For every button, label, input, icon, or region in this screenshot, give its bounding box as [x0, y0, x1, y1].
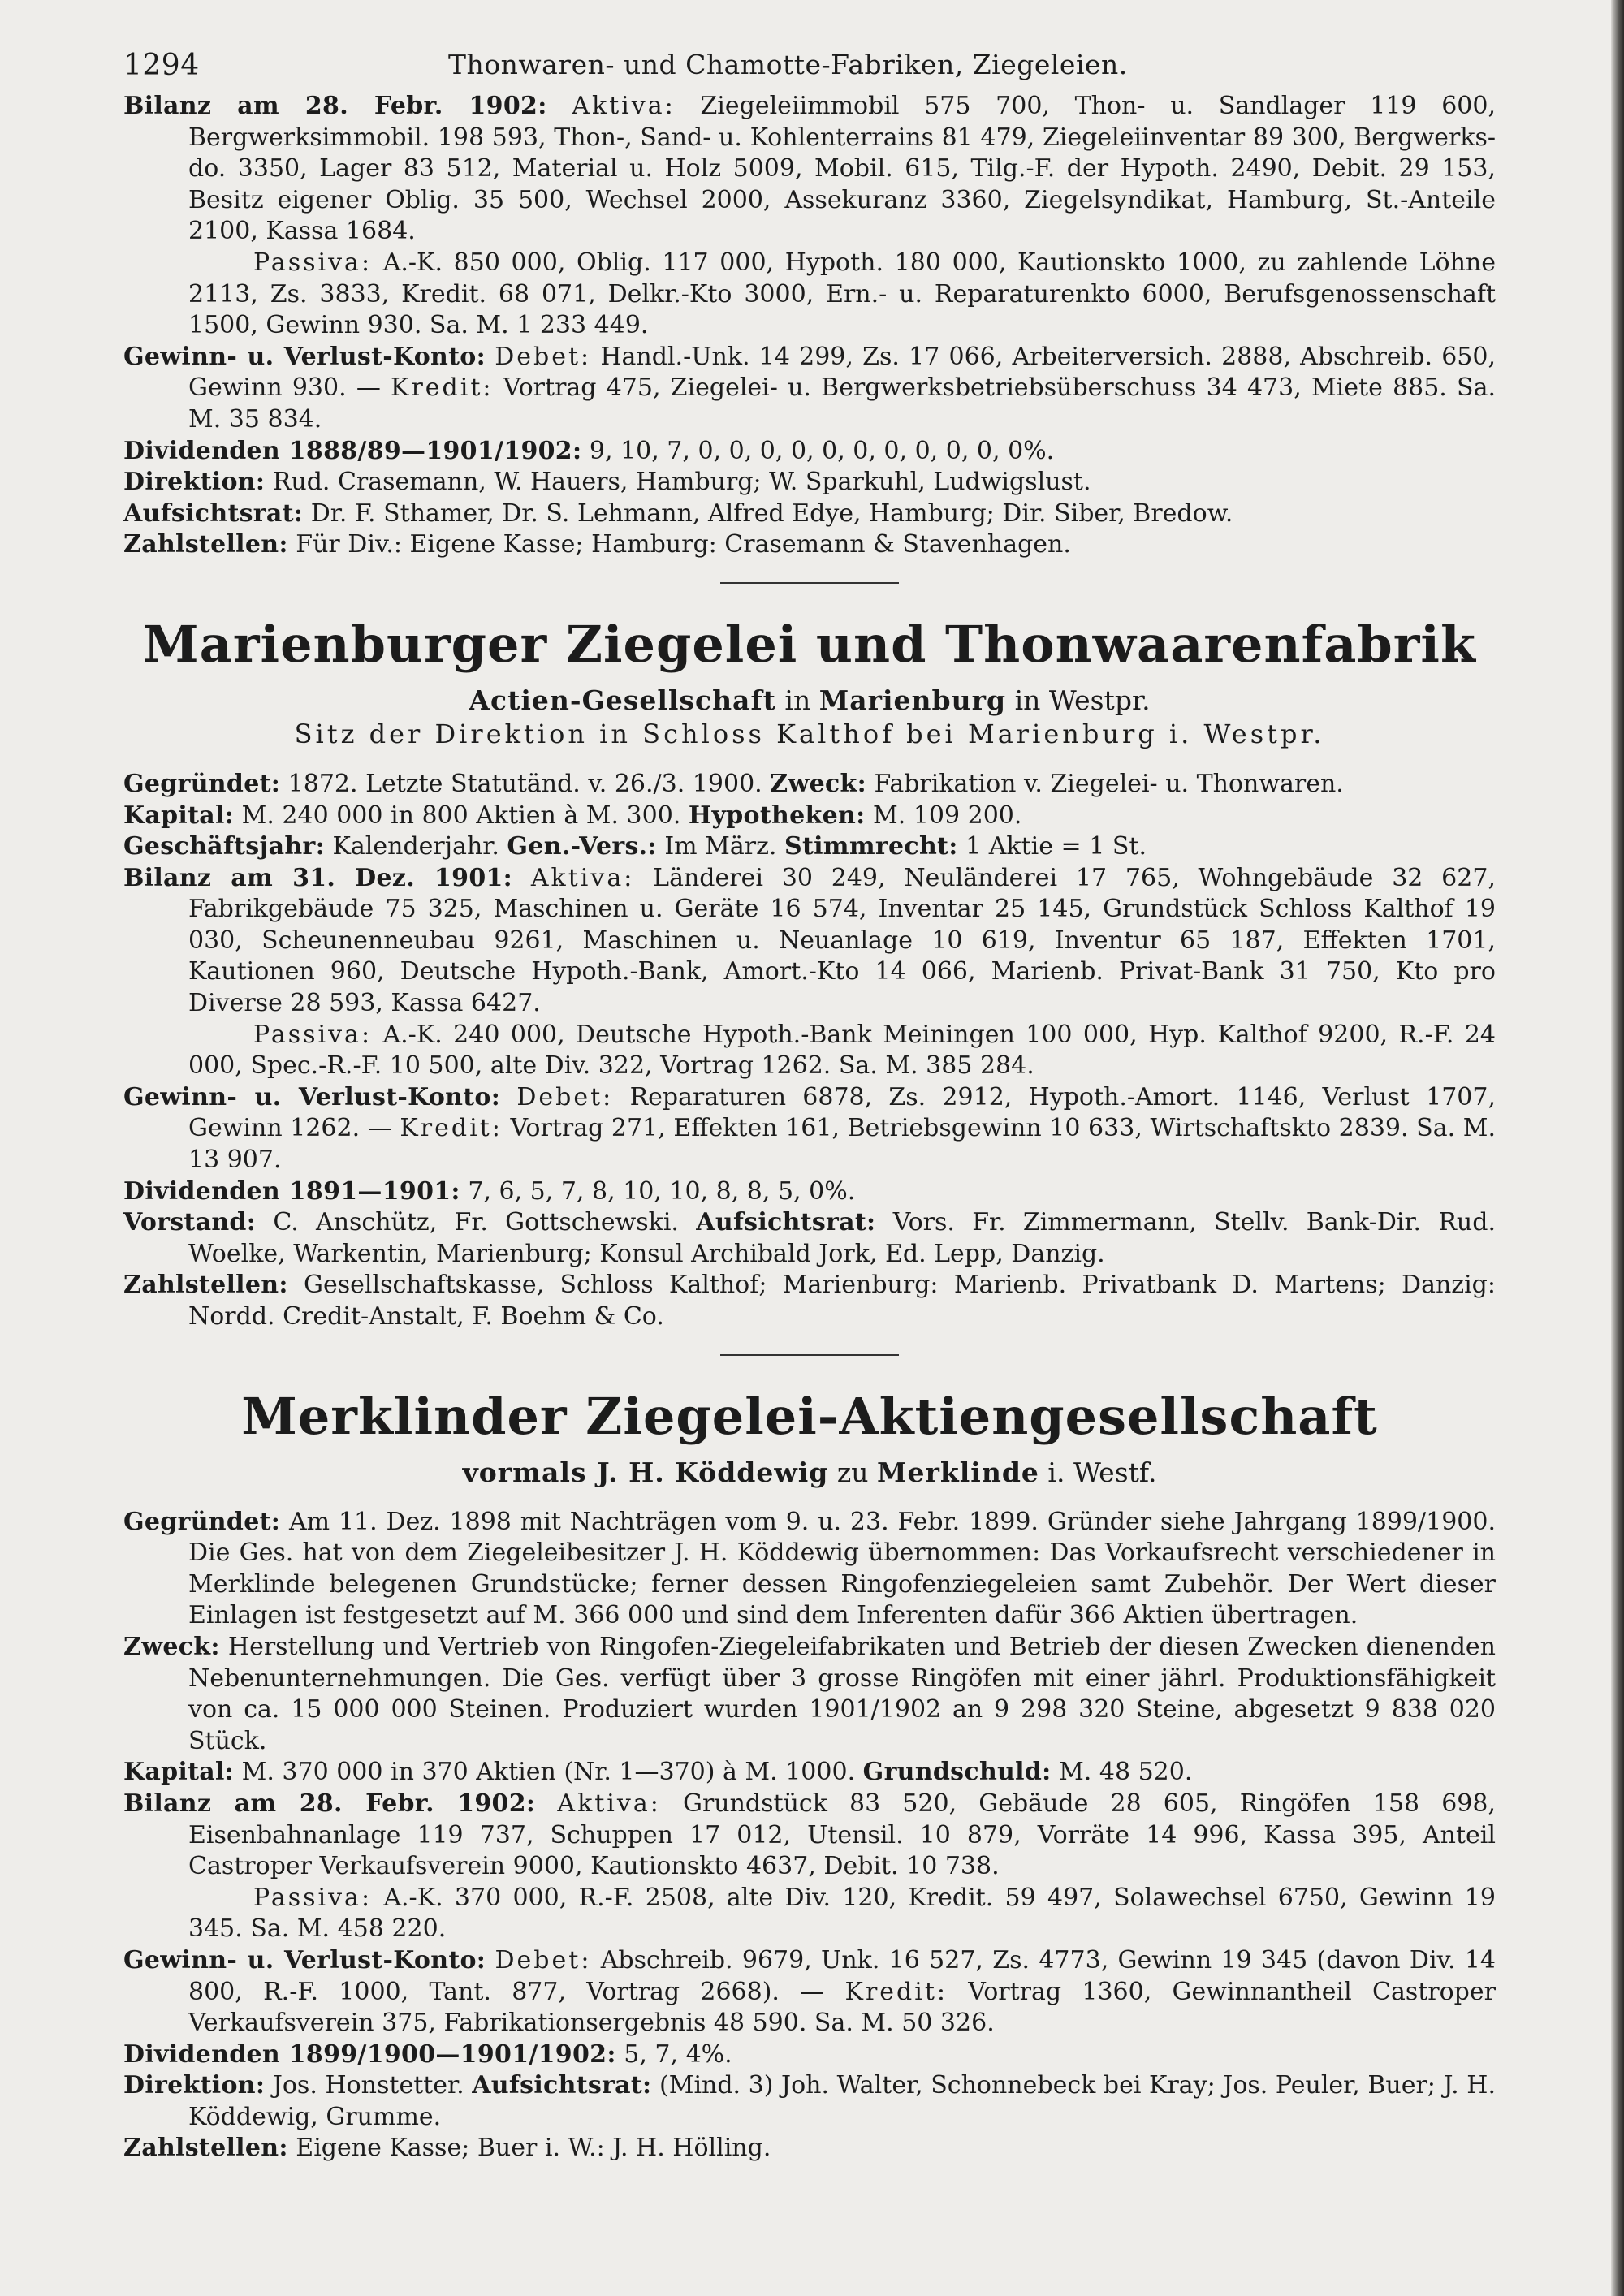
entry-text: (Mind. 3) Joh. Walter, Schonnebeck bei Kray; Jos. Peuler, Buer; J. H. Köddewig, Grumme.	[188, 2071, 1496, 2131]
subtitle-region: i. Westf.	[1047, 1456, 1157, 1488]
dividenden-entry	[123, 436, 1496, 468]
subtitle-word: zu	[836, 1456, 869, 1488]
entry-label: Hypotheken:	[688, 801, 866, 830]
entry-label: Aufsichtsrat:	[696, 1208, 876, 1237]
passiva-label: Passiva:	[253, 248, 373, 277]
gv-entry	[123, 1945, 1496, 2039]
aktiva-label: Aktiva:	[530, 863, 635, 892]
entry-label: Kapital:	[123, 1758, 235, 1787]
dividenden-entry	[123, 2039, 1496, 2071]
kapital-entry	[123, 801, 1496, 832]
entry-text: Im März.	[664, 832, 777, 861]
entry-label: Direktion:	[123, 2071, 266, 2100]
passiva-text: A.-K. 240 000, Deutsche Hypoth.-Bank Meiningen 100 000, Hyp. Kalthof 9200, R.-F. 24 000, Spec.-R.-F. 10 500, alte Div. 322, Vortrag 1262. Sa. M. 385 284.	[188, 1020, 1496, 1081]
aktiva-label: Aktiva:	[572, 92, 676, 120]
entry-label: Gewinn- u. Verlust-Konto:	[123, 1945, 486, 1974]
debet-text: Abschreib. 9679, Unk. 16 527, Zs. 4773, Gewinn 19 345 (davon Div. 14 800, R.-F. 1000, Tant. 877, Vortrag 2668). —	[188, 1945, 1496, 2006]
entry-label: Gewinn- u. Verlust-Konto:	[123, 1082, 501, 1111]
entry-label: Aufsichtsrat:	[472, 2071, 652, 2100]
company-former-name: vormals J. H. Köddewig	[462, 1456, 829, 1488]
vorstand-entry	[123, 1207, 1496, 1270]
bilanz-entry	[123, 91, 1496, 248]
passiva-entry	[123, 1020, 1496, 1082]
page-edge-shadow	[1611, 0, 1624, 2296]
section-divider	[720, 1354, 899, 1356]
entry-text: M. 109 200.	[873, 801, 1022, 830]
aktiva-text: Ziegeleiimmobil 575 700, Thon- u. Sandlager 119 600, Bergwerksimmobil. 198 593, Thon-, Sand- u. Kohlenterrains 81 479, Ziegeleiinventar 89 300, Bergwerks- do. 3350, Lager 83 512, Material u. Holz 5009, Mobil. 615, Tilg.-F. der Hypoth. 2490, Debit. 29 153, Besitz eigener Oblig. 35 500, Wechsel 2000, Assekuranz 3360, Ziegelsyndikat, Hamburg, St.-Anteile 2100, Kassa 1684.	[188, 92, 1496, 246]
entry-text: 1 Aktie = 1 St.	[965, 832, 1147, 861]
entry-label: Dividenden 1891—1901:	[123, 1176, 460, 1206]
direktion-entry	[123, 467, 1496, 498]
debet-label: Debet:	[516, 1082, 614, 1111]
kapital-entry	[123, 1757, 1496, 1789]
entry-text: Am 11. Dez. 1898 mit Nachträgen vom 9. u. 23. Febr. 1899. Gründer siehe Jahrgang 1899/1900. Die Ges. hat von dem Ziegeleibesitzer J. H. Köddewig übernommen: Das Vorkaufsrecht verschiedener in Merklinde belegenen Grundstücke; ferner dessen Ringofenziegeleien samt Zubehör. Der Wert dieser Einlagen ist festgesetzt auf M. 366 000 und sind dem Inferenten dafür 366 Aktien übertragen.	[188, 1507, 1496, 1630]
entry-text: 5, 7, 4%.	[624, 2039, 732, 2069]
kredit-label: Kredit:	[844, 1977, 948, 2006]
gegruendet-entry	[123, 769, 1496, 801]
entry-label: Bilanz am 31. Dez. 1901:	[123, 863, 513, 892]
entry-label: Gewinn- u. Verlust-Konto:	[123, 342, 486, 371]
passiva-label: Passiva:	[253, 1883, 373, 1912]
direktion-entry	[123, 2070, 1496, 2133]
debet-text: Handl.-Unk. 14 299, Zs. 17 066, Arbeiterversich. 2888, Abschreib. 650, Gewinn 930. —	[188, 342, 1497, 403]
kredit-label: Kredit:	[391, 373, 494, 403]
aktiva-text: Länderei 30 249, Neuländerei 17 765, Wohngebäude 32 627, Fabrikgebäude 75 325, Maschinen u. Geräte 16 574, Inventar 25 145, Grundstück Schloss Kalthof 19 030, Scheunenneubau 9261, Maschinen u. Neuanlage 10 619, Inventur 65 187, Effekten 1701, Kautionen 960, Deutsche Hypoth.-Bank, Amort.-Kto 14 066, Marienb. Privat-Bank 31 750, Kto pro Diverse 28 593, Kassa 6427.	[188, 863, 1496, 1018]
kredit-text: Vortrag 271, Effekten 161, Betriebsgewinn 10 633, Wirtschaftskto 2839. Sa. M. 13 907.	[188, 1114, 1496, 1175]
entry-text: Herstellung und Vertrieb von Ringofen-Ziegeleifabrikaten und Betrieb der diesen Zwecken dienenden Nebenunternehmungen. Die Ges. verfügt über 3 grosse Ringöfen mit einer jährl. Produktionsfähigkeit von ca. 15 000 000 Steinen. Produziert wurden 1901/1902 an 9 298 320 Steine, abgesetzt 9 838 020 Stück.	[188, 1632, 1496, 1755]
passiva-entry	[123, 248, 1496, 342]
page-number: 1294	[123, 49, 200, 82]
entry-text: Kalenderjahr.	[332, 832, 499, 861]
entry-text: Gesellschaftskasse, Schloss Kalthof; Marienburg: Marienb. Privatbank D. Martens; Danzig: Nordd. Credit-Anstalt, F. Boehm & Co.	[188, 1271, 1496, 1331]
kredit-text: Vortrag 1360, Gewinnantheil Castroper Verkaufsverein 375, Fabrikationsergebnis 48 590. Sa. M. 50 326.	[188, 1977, 1496, 2038]
entry-text: 9, 10, 7, 0, 0, 0, 0, 0, 0, 0, 0, 0, 0, 0%.	[589, 436, 1055, 465]
company-location: Marienburg	[818, 684, 1007, 716]
entry-label: Zahlstellen:	[123, 1271, 288, 1300]
entry-text: Jos. Honstetter.	[272, 2071, 464, 2100]
running-title: Thonwaren- und Chamotte-Fabriken, Ziegeleien.	[448, 49, 1128, 80]
running-head	[123, 42, 1496, 91]
debet-label: Debet:	[495, 342, 592, 371]
bilanz-entry	[123, 863, 1496, 1020]
company-subtitle	[123, 684, 1496, 717]
entry-text: M. 240 000 in 800 Aktien à M. 300.	[241, 801, 681, 830]
zahlstellen-entry	[123, 1270, 1496, 1332]
company-location: Merklinde	[877, 1456, 1039, 1488]
entry-text: Für Div.: Eigene Kasse; Hamburg: Crasemann & Stavenhagen.	[296, 530, 1071, 559]
zweck-entry	[123, 1632, 1496, 1757]
section-marienburger	[123, 616, 1496, 1333]
entry-text: M. 370 000 in 370 Aktien (Nr. 1—370) à M. 1000.	[241, 1758, 856, 1787]
zahlstellen-entry	[123, 529, 1496, 561]
entry-label: Kapital:	[123, 801, 235, 830]
company-seat: Sitz der Direktion in Schloss Kalthof bei Marienburg i. Westpr.	[294, 718, 1325, 749]
company-subtitle	[123, 1457, 1496, 1489]
gv-entry	[123, 1082, 1496, 1176]
entry-label: Direktion:	[123, 468, 266, 497]
entry-label: Geschäftsjahr:	[123, 832, 325, 861]
zahlstellen-entry	[123, 2133, 1496, 2164]
geschaeftsjahr-entry	[123, 831, 1496, 863]
entry-label: Zweck:	[123, 1632, 220, 1661]
section-divider	[720, 582, 899, 584]
entry-label: Bilanz am 28. Febr. 1902:	[123, 1789, 536, 1818]
entry-text: M. 48 520.	[1059, 1758, 1193, 1787]
entry-text: C. Anschütz, Fr. Gottschewski.	[273, 1208, 679, 1237]
entry-text: Vors. Fr. Zimmermann, Stellv. Bank-Dir. Rud. Woelke, Warkentin, Marienburg; Konsul Archibald Jork, Ed. Lepp, Danzig.	[188, 1208, 1496, 1268]
company-title: Marienburger Ziegelei und Thonwaarenfabrik	[143, 614, 1476, 674]
bilanz-entry	[123, 1789, 1496, 1883]
entry-text: Fabrikation v. Ziegelei- u. Thonwaren.	[874, 769, 1344, 798]
entry-label: Zweck:	[770, 769, 866, 798]
debet-label: Debet:	[495, 1945, 592, 1974]
entry-label: Vorstand:	[123, 1208, 257, 1237]
entry-label: Gen.-Vers.:	[507, 832, 657, 861]
aktiva-text: Grundstück 83 520, Gebäude 28 605, Ringöfen 158 698, Eisenbahnanlage 119 737, Schuppen 17 012, Utensil. 10 879, Vorräte 14 996, Kassa 395, Anteil Castroper Verkaufsverein 9000, Kautionskto 4637, Debit. 10 738.	[188, 1789, 1496, 1881]
entry-text: Rud. Crasemann, W. Hauers, Hamburg; W. Sparkuhl, Ludwigslust.	[272, 468, 1091, 497]
entry-label: Zahlstellen:	[123, 530, 288, 559]
entry-text: 1872. Letzte Statutänd. v. 26./3. 1900.	[287, 769, 762, 798]
company-form: Actien-Gesellschaft	[469, 684, 776, 716]
section-continued	[123, 91, 1496, 561]
passiva-text: A.-K. 370 000, R.-F. 2508, alte Div. 120, Kredit. 59 497, Solawechsel 6750, Gewinn 19 345. Sa. M. 458 220.	[188, 1883, 1496, 1944]
entry-label: Zahlstellen:	[123, 2134, 288, 2163]
company-title: Merklinder Ziegelei-Aktiengesellschaft	[241, 1386, 1378, 1446]
entry-label: Gegründet:	[123, 1507, 281, 1536]
gegruendet-entry	[123, 1507, 1496, 1632]
entry-label: Bilanz am 28. Febr. 1902:	[123, 92, 547, 120]
entry-text: 7, 6, 5, 7, 8, 10, 10, 8, 8, 5, 0%.	[468, 1176, 856, 1206]
entry-text: Dr. F. Sthamer, Dr. S. Lehmann, Alfred Edye, Hamburg; Dir. Siber, Bredow.	[310, 498, 1233, 528]
subtitle-word: in	[784, 684, 811, 716]
entry-label: Gegründet:	[123, 769, 281, 798]
dividenden-entry	[123, 1176, 1496, 1208]
section-merklinder	[123, 1388, 1496, 2164]
kredit-label: Kredit:	[400, 1114, 503, 1143]
entry-label: Grundschuld:	[862, 1758, 1052, 1787]
aktiva-label: Aktiva:	[557, 1789, 661, 1818]
entry-label: Dividenden 1899/1900—1901/1902:	[123, 2039, 616, 2069]
page-content	[123, 42, 1496, 2164]
subtitle-region: in Westpr.	[1014, 684, 1151, 716]
entry-label: Dividenden 1888/89—1901/1902:	[123, 436, 582, 465]
passiva-label: Passiva:	[253, 1020, 373, 1049]
entry-text: Eigene Kasse; Buer i. W.: J. H. Hölling.	[296, 2134, 771, 2163]
entry-label: Stimmrecht:	[784, 832, 958, 861]
entry-label: Aufsichtsrat:	[123, 498, 304, 528]
passiva-text: A.-K. 850 000, Oblig. 117 000, Hypoth. 180 000, Kautionskto 1000, zu zahlende Löhne 2113, Zs. 3833, Kredit. 68 071, Delkr.-Kto 3000, Ern.- u. Reparaturenkto 6000, Berufsgenossenschaft 1500, Gewinn 930. Sa. M. 1 233 449.	[188, 248, 1496, 340]
passiva-entry	[123, 1883, 1496, 1945]
kredit-text: Vortrag 475, Ziegelei- u. Bergwerksbetriebsüberschuss 34 473, Miete 885. Sa. M. 35 834.	[188, 373, 1496, 434]
debet-text: Reparaturen 6878, Zs. 2912, Hypoth.-Amort. 1146, Verlust 1707, Gewinn 1262. —	[188, 1082, 1497, 1143]
gv-entry	[123, 342, 1496, 436]
aufsichtsrat-entry	[123, 498, 1496, 530]
